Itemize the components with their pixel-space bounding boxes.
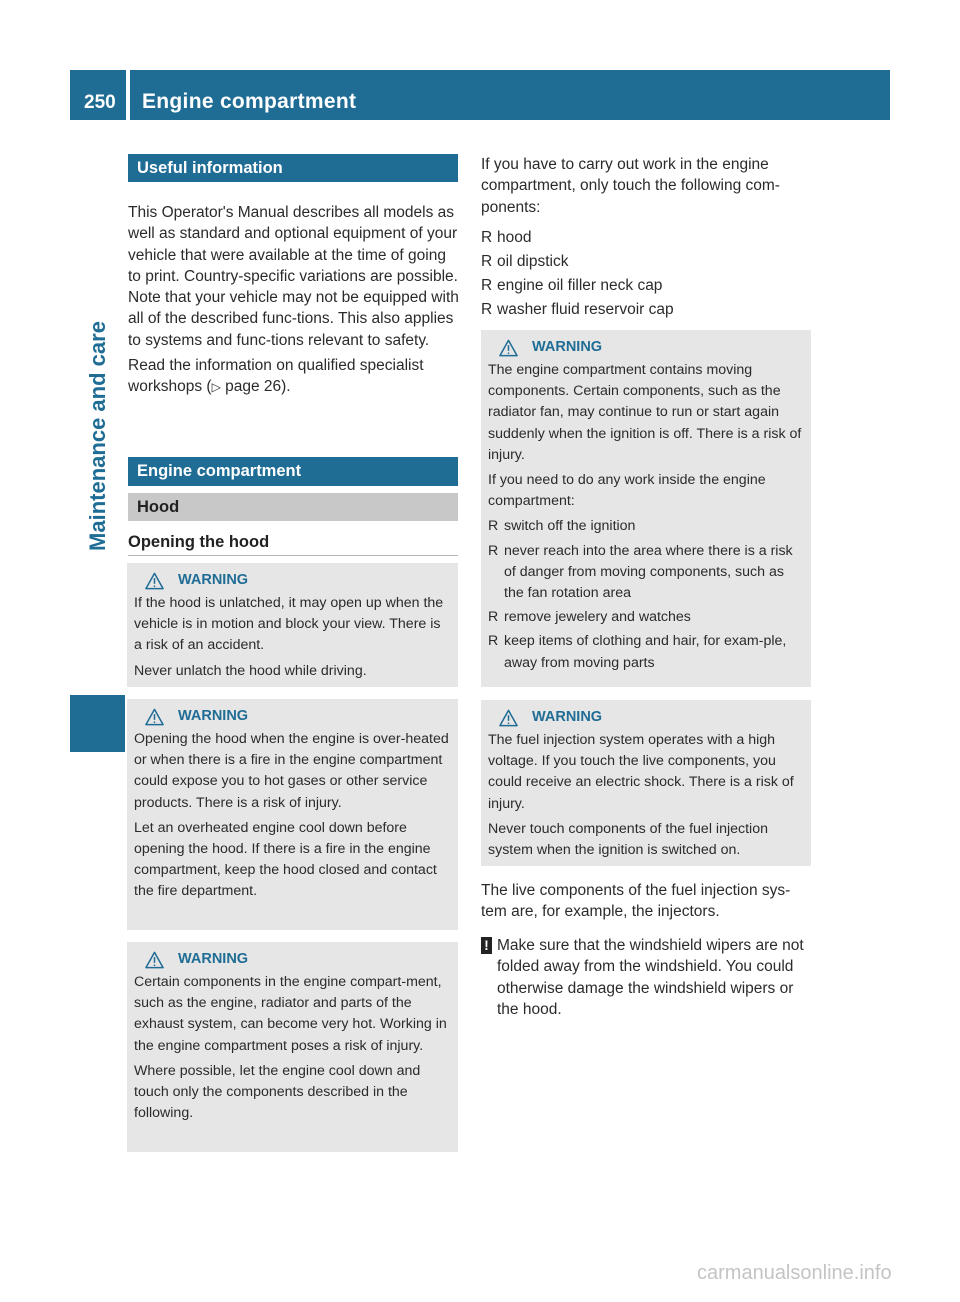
warning-text: Opening the hood when the engine is over-heated or when there is a fire in the engine compartment could expose you to hot gases or other service products. There is a risk of injury.	[134, 731, 449, 811]
warning-header	[499, 708, 804, 728]
component-list	[481, 227, 811, 323]
caution-note-text: Make sure that the windshield wipers are not folded away from the windshield. You could otherwise damage the windshield wipers or the hood.	[497, 937, 804, 1018]
list-item-text: remove jewelery and watches	[504, 609, 691, 626]
list-item-text: washer fluid reservoir cap	[497, 301, 674, 318]
warning-instruction: Never unlatch the hood while driving.	[134, 662, 367, 679]
divider	[128, 555, 458, 556]
warning-title: WARNING	[178, 572, 249, 589]
warning-text: Certain components in the engine compart-ment, such as the engine, radiator and parts of the exhaust system, can become very hot. Working in the engine compartment poses a risk of injury.	[134, 974, 447, 1054]
list-item	[488, 631, 804, 673]
warning-instruction: Never touch components of the fuel injection system when the ignition is switched on.	[488, 820, 768, 859]
useful-p2-text: Read the information on qualified specialist workshops (	[128, 357, 424, 396]
useful-p2-page-ref[interactable]: page 26).	[220, 378, 291, 396]
header-title: Engine compartment	[142, 90, 357, 113]
bullet-marker: R	[481, 229, 493, 246]
list-item-text: hood	[497, 229, 532, 246]
live-components-text	[481, 880, 813, 927]
warning-triangle-icon	[145, 708, 164, 726]
warning-box-high-voltage	[481, 700, 811, 866]
bullet-marker: R	[488, 518, 499, 535]
warning-bullet-list	[488, 516, 804, 673]
warning-text: The fuel injection system operates with a high voltage. If you touch the live components, you could receive an electric shock. There is a risk of injury.	[488, 732, 794, 812]
intro-paragraph: If you have to carry out work in the engine compartment, only touch the following com-ponents:	[481, 156, 780, 216]
useful-information-heading: Useful information	[128, 154, 458, 182]
warning-instruction: If you need to do any work inside the engine compartment:	[488, 472, 766, 510]
list-item	[488, 516, 804, 537]
warning-triangle-icon	[499, 709, 518, 727]
page-header	[70, 70, 890, 120]
bullet-marker: R	[481, 301, 493, 318]
bullet-marker: R	[481, 277, 493, 294]
warning-title: WARNING	[532, 709, 603, 726]
warning-box-overheated-engine	[127, 699, 458, 930]
list-item	[481, 251, 811, 272]
warning-title: WARNING	[178, 708, 249, 725]
live-components-paragraph: The live components of the fuel injection sys-tem are, for example, the injectors.	[481, 882, 791, 921]
list-item-text: oil dipstick	[497, 253, 569, 270]
list-item	[488, 541, 804, 605]
intro-text	[481, 154, 813, 222]
warning-title: WARNING	[178, 951, 249, 968]
list-item	[488, 607, 804, 628]
warning-text: If the hood is unlatched, it may open up when the vehicle is in motion and block your view. There is a risk of an accident.	[134, 595, 444, 654]
hood-heading: Hood	[128, 493, 458, 521]
list-item-text: engine oil filler neck cap	[497, 277, 663, 294]
list-item	[481, 275, 811, 296]
warning-triangle-icon	[145, 951, 164, 969]
bullet-marker: R	[488, 609, 499, 626]
warning-triangle-icon	[499, 339, 518, 357]
warning-header	[145, 707, 451, 727]
useful-paragraph-1: This Operator's Manual describes all models as well as standard and optional equipment of your vehicle that were available at the time of going to print. Country-specific variations are possible. Note that your vehicle may not be equipped with all of the described func-tions. This also applies to systems and func-tions relevant to safety.	[128, 204, 459, 349]
engine-compartment-heading: Engine compartment	[128, 457, 458, 486]
warning-header	[145, 950, 451, 970]
useful-information-text	[128, 202, 460, 403]
useful-paragraph-2	[128, 355, 460, 399]
footer-watermark: carmanualsonline.info	[697, 1262, 892, 1284]
list-item-text: switch off the ignition	[504, 518, 636, 535]
list-item-text: never reach into the area where there is a risk of danger from moving components, such as the fan rotation area	[504, 542, 793, 602]
opening-the-hood-heading: Opening the hood	[128, 533, 270, 551]
warning-box-hot-components	[127, 942, 458, 1152]
list-item	[481, 227, 811, 248]
warning-header	[499, 338, 804, 358]
side-tab-marker	[70, 695, 125, 752]
warning-box-moving-components	[481, 330, 811, 687]
warning-instruction: Let an overheated engine cool down before opening the hood. If there is a fire in the engine compartment, keep the hood closed and contact the fire department.	[134, 819, 437, 900]
warning-box-hood-unlatched	[127, 563, 458, 687]
warning-triangle-icon	[145, 572, 164, 590]
side-tab	[70, 121, 126, 751]
page-number: 250	[84, 92, 116, 113]
page-reference-arrow-icon: ▷	[211, 380, 221, 395]
bullet-marker: R	[488, 633, 499, 650]
warning-instruction: Where possible, let the engine cool down and touch only the components described in the following.	[134, 1062, 421, 1122]
warning-text: The engine compartment contains moving components. Certain components, such as the radiator fan, may continue to run or start again suddenly when the ignition is off. There is a risk of injury.	[488, 362, 802, 463]
warning-title: WARNING	[532, 339, 603, 356]
list-item-text: keep items of clothing and hair, for exam-ple, away from moving parts	[504, 633, 787, 671]
exclamation-icon: !	[481, 937, 492, 954]
header-separator	[126, 70, 130, 120]
bullet-marker: R	[488, 542, 499, 559]
bullet-marker: R	[481, 253, 493, 270]
warning-header	[145, 571, 451, 591]
side-tab-label: Maintenance and care	[85, 321, 110, 551]
list-item	[481, 299, 811, 320]
caution-note	[481, 935, 813, 1020]
